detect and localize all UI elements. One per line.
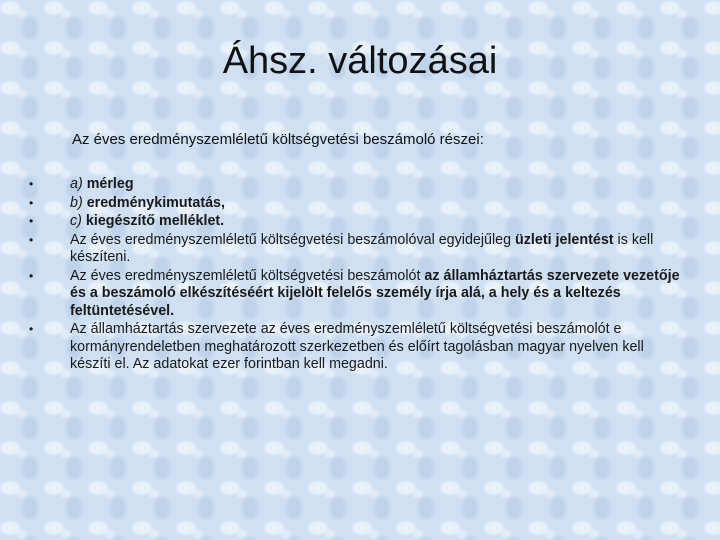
- item-text: kiegészítő melléklet.: [81, 213, 225, 229]
- item-bold-text: az államháztartás szervezete vezetője és a beszámoló elkészítéséért kijelölt felelős személy írja alá, a hely és a keltezés feltüntetésével.: [70, 267, 680, 319]
- item-letter: a): [70, 176, 83, 192]
- item-letter: b): [70, 194, 83, 211]
- bullet-icon: •: [29, 177, 34, 191]
- item-text: Az éves eredményszemléletű költségvetési beszámolót: [70, 267, 425, 284]
- list-item: [28, 232, 688, 267]
- item-text: eredménykimutatás,: [82, 194, 225, 211]
- bullet-icon: •: [29, 232, 34, 247]
- list-item: [28, 321, 688, 374]
- item-bold-text: üzleti jelentést: [515, 231, 614, 248]
- list-item: [28, 213, 688, 231]
- bullet-icon: •: [29, 195, 34, 210]
- slide-subtitle: Az éves eredményszemléletű költségvetési beszámoló részei:: [72, 131, 484, 148]
- bullet-list: [28, 176, 688, 375]
- item-text: mérleg: [82, 176, 134, 192]
- item-text: Az államháztartás szervezete az éves eredményszemléletű költségvetési beszámolót e kormányrendeletben meghatározott szerkezetben és előírt tagolásban magyar nyelven kell készíti el. Az adatokat ezer forintban kell megadni.: [70, 321, 644, 372]
- bullet-icon: •: [29, 214, 34, 228]
- list-item: [28, 176, 688, 194]
- list-item: [28, 268, 688, 321]
- list-item: [28, 195, 688, 213]
- item-letter: c): [70, 213, 82, 229]
- item-text-after: is kell készíteni.: [70, 231, 654, 265]
- bullet-icon: •: [29, 268, 34, 283]
- bullet-icon: •: [29, 322, 34, 336]
- item-text: Az éves eredményszemléletű költségvetési beszámolóval egyidejűleg: [70, 231, 516, 248]
- slide-title: Áhsz. változásai: [222, 40, 498, 82]
